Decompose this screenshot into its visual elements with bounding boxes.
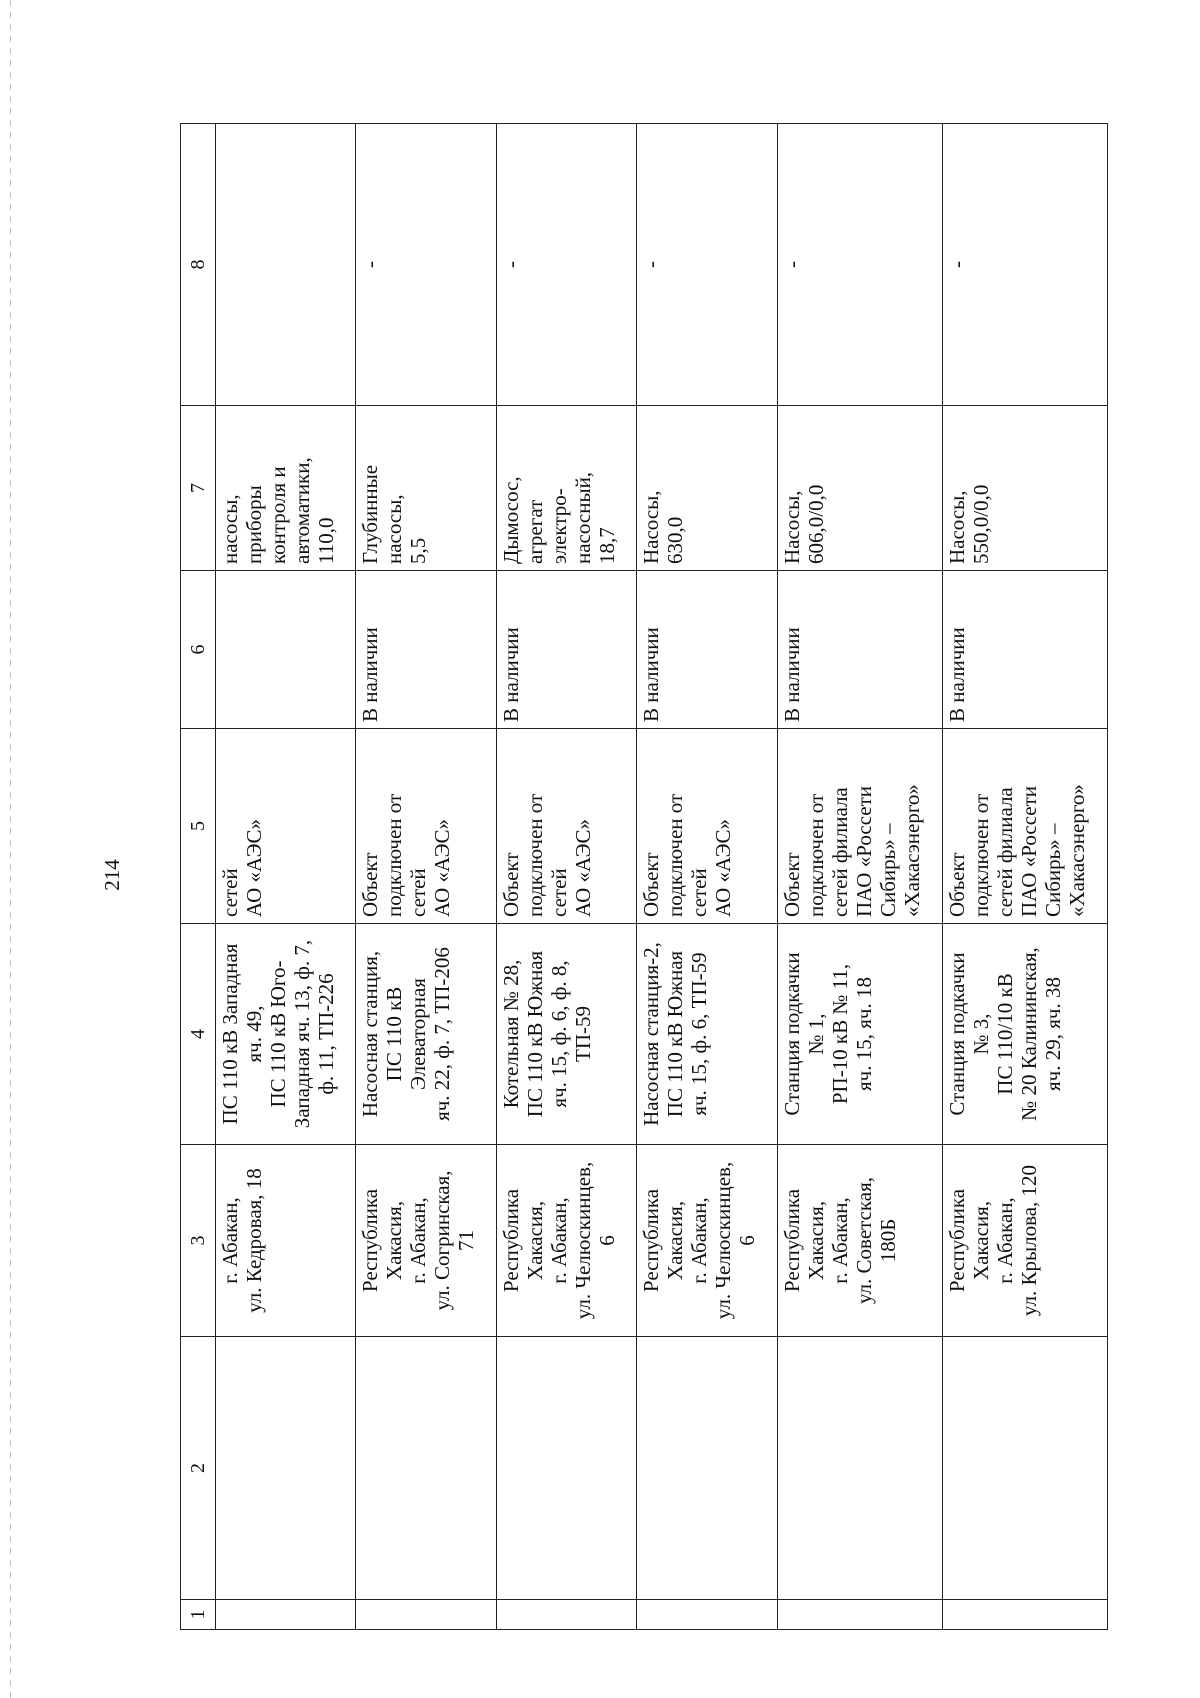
table-cell-c5: [636, 729, 778, 924]
table-cell-c2: [636, 1337, 778, 1600]
table-cell-c1: [943, 1600, 1108, 1630]
cell-line: 110,0: [314, 517, 339, 564]
table-cell-c3: [636, 1145, 778, 1337]
cell-line: г. Абакан,: [993, 1197, 1018, 1284]
column-header: 2: [181, 1337, 216, 1600]
column-header: 1: [181, 1600, 216, 1630]
cell-line: Сибирь» –: [1041, 823, 1066, 917]
table-cell-c3: [355, 1145, 497, 1337]
cell-line: АО «АЭС»: [242, 818, 267, 917]
cell-line: Объект: [945, 852, 970, 917]
cell-line: Хакасия,: [969, 1200, 994, 1281]
table-cell-c8: -: [636, 124, 778, 406]
cell-line: Насосы,: [638, 490, 663, 564]
cell-line: РП-10 кВ № 11,: [828, 963, 853, 1105]
table-cell-c6: [216, 571, 355, 729]
cell-line: ПАО «Россети: [852, 785, 877, 917]
table-cell-c4: [216, 924, 355, 1145]
table-cell-c8: -: [943, 124, 1108, 406]
table-row: [216, 124, 355, 1630]
cell-line: яч. 15, яч. 18: [852, 977, 877, 1091]
cell-line: Хакасия,: [804, 1200, 829, 1281]
column-header: 3: [181, 1145, 216, 1337]
cell-line: подключен от: [381, 793, 406, 917]
cell-line: контроля и: [266, 466, 291, 564]
cell-line: ул. Согринская,: [429, 1170, 454, 1311]
page-number: 214: [100, 859, 124, 891]
cell-line: 606,0/0,0: [804, 484, 829, 564]
cell-line: Насосы,: [780, 490, 805, 564]
cell-line: сетей филиала: [828, 787, 853, 917]
cell-line: сетей: [547, 868, 572, 917]
cell-line: В наличии: [780, 627, 805, 722]
table-cell-c3: [943, 1145, 1108, 1337]
table-cell-c1: [355, 1600, 497, 1630]
column-header: 6: [181, 571, 216, 729]
cell-line: г. Абакан,: [547, 1197, 572, 1284]
column-header: 7: [181, 406, 216, 571]
cell-line: яч. 29, яч. 38: [1041, 977, 1066, 1091]
cell-line: ф. 11, ТП-226: [314, 973, 339, 1095]
table-cell-c4: [636, 924, 778, 1145]
table-cell-c5: [216, 729, 355, 924]
cell-line: Элеваторная: [405, 978, 430, 1090]
cell-line: Республика: [499, 1188, 524, 1293]
cell-line: № 3,: [969, 1013, 994, 1055]
table-cell-c3: [497, 1145, 636, 1337]
cell-line: яч. 22, ф. 7, ТП-206: [429, 947, 454, 1121]
table-cell-c1: [216, 1600, 355, 1630]
table-cell-c5: [497, 729, 636, 924]
cell-line: Объект: [499, 852, 524, 917]
table-row: [943, 124, 1108, 1630]
table-cell-c7: [216, 406, 355, 571]
cell-line: яч. 49,: [242, 1005, 267, 1063]
cell-line: ул. Крылова, 120: [1017, 1164, 1042, 1317]
table-cell-c6: [778, 571, 943, 729]
cell-line: ПС 110 кВ Юго-: [266, 960, 291, 1108]
cell-line: Насосы,: [945, 490, 970, 564]
table-container: [180, 124, 1108, 1630]
table-cell-c2: [943, 1337, 1108, 1600]
table-cell-c6: [355, 571, 497, 729]
table-row: [355, 124, 497, 1630]
table-cell-c7: [778, 406, 943, 571]
column-header: 8: [181, 124, 216, 406]
cell-line: г. Абакан,: [405, 1197, 430, 1284]
cell-line: ПС 110 кВ Южная: [523, 950, 548, 1118]
cell-line: 6: [595, 1235, 620, 1246]
table-cell-c7: [355, 406, 497, 571]
cell-line: 630,0: [662, 516, 687, 564]
cell-line: электро-: [547, 488, 572, 564]
scan-edge-line: [10, 0, 11, 1698]
table-cell-c4: [778, 924, 943, 1145]
cell-line: насосы,: [381, 494, 406, 564]
cell-line: г. Абакан,: [828, 1197, 853, 1284]
cell-line: г. Абакан,: [686, 1197, 711, 1284]
cell-line: сетей: [686, 868, 711, 917]
table-cell-c8: -: [778, 124, 943, 406]
cell-line: 5,5: [405, 537, 430, 564]
cell-line: ул. Челюскинцев,: [710, 1161, 735, 1320]
cell-line: В наличии: [357, 627, 382, 722]
cell-line: АО «АЭС»: [710, 818, 735, 917]
column-header: 4: [181, 924, 216, 1145]
cell-line: ПС 110/10 кВ: [993, 973, 1018, 1095]
cell-line: Хакасия,: [523, 1200, 548, 1281]
cell-line: Станция подкачки: [780, 952, 805, 1116]
cell-line: ПС 110 кВ Южная: [662, 950, 687, 1118]
cell-line: Объект: [780, 852, 805, 917]
cell-line: Глубинные: [357, 464, 382, 564]
table-cell-c4: [943, 924, 1108, 1145]
table-cell-c7: [497, 406, 636, 571]
table-cell-c8: -: [355, 124, 497, 406]
cell-line: яч. 15, ф. 6, ТП-59: [686, 952, 711, 1116]
table-cell-c7: [943, 406, 1108, 571]
cell-line: 180Б: [876, 1218, 901, 1263]
cell-line: Хакасия,: [381, 1200, 406, 1281]
cell-line: № 20 Калининская,: [1017, 947, 1042, 1121]
table-cell-c4: [355, 924, 497, 1145]
cell-line: сетей филиала: [993, 787, 1018, 917]
cell-line: ПАО «Россети: [1017, 785, 1042, 917]
table-cell-c5: [355, 729, 497, 924]
cell-line: Насосная станция,: [357, 950, 382, 1118]
cell-line: «Хакасэнерго»: [1065, 784, 1090, 917]
cell-line: В наличии: [499, 627, 524, 722]
table-cell-c2: [497, 1337, 636, 1600]
cell-line: Республика: [780, 1188, 805, 1293]
table-cell-c2: [216, 1337, 355, 1600]
header-row: [181, 124, 216, 1630]
table-cell-c3: [216, 1145, 355, 1337]
cell-line: ул. Кедровая, 18: [242, 1168, 267, 1313]
cell-line: Хакасия,: [662, 1200, 687, 1281]
table-cell-c7: [636, 406, 778, 571]
cell-line: В наличии: [638, 627, 663, 722]
cell-line: Республика: [945, 1188, 970, 1293]
table-cell-c3: [778, 1145, 943, 1337]
cell-line: агрегат: [523, 499, 548, 564]
cell-line: Сибирь» –: [876, 823, 901, 917]
cell-line: Республика: [357, 1188, 382, 1293]
cell-line: АО «АЭС»: [571, 818, 596, 917]
cell-line: 18,7: [595, 527, 620, 564]
table-cell-c6: [497, 571, 636, 729]
cell-line: подключен от: [662, 793, 687, 917]
cell-line: Объект: [638, 852, 663, 917]
table-cell-c4: [497, 924, 636, 1145]
cell-line: сетей: [405, 868, 430, 917]
table-cell-c5: [778, 729, 943, 924]
cell-line: автоматики,: [290, 457, 315, 564]
table-cell-c6: [636, 571, 778, 729]
cell-line: подключен от: [804, 793, 829, 917]
cell-line: Котельная № 28,: [499, 959, 524, 1109]
cell-line: 71: [453, 1230, 478, 1251]
table-cell-c6: [943, 571, 1108, 729]
cell-line: Насосная станция-2,: [638, 942, 663, 1126]
cell-line: 550,0/0,0: [969, 484, 994, 564]
data-table: [180, 123, 1108, 1630]
cell-line: сетей: [218, 868, 243, 917]
table-cell-c2: [778, 1337, 943, 1600]
cell-line: ТП-59: [571, 1006, 596, 1062]
table-row: [497, 124, 636, 1630]
table-cell-c8: -: [497, 124, 636, 406]
cell-line: «Хакасэнерго»: [900, 784, 925, 917]
table-cell-c1: [636, 1600, 778, 1630]
cell-line: Западная яч. 13, ф. 7,: [290, 939, 315, 1129]
table-cell-c2: [355, 1337, 497, 1600]
cell-line: Республика: [638, 1188, 663, 1293]
cell-line: г. Абакан,: [218, 1197, 243, 1284]
column-header: 5: [181, 729, 216, 924]
table-cell-c5: [943, 729, 1108, 924]
cell-line: ПС 110 кВ: [381, 986, 406, 1082]
cell-line: 6: [734, 1235, 759, 1246]
cell-line: подключен от: [969, 793, 994, 917]
cell-line: подключен от: [523, 793, 548, 917]
cell-line: В наличии: [945, 627, 970, 722]
table-cell-c1: [778, 1600, 943, 1630]
cell-line: АО «АЭС»: [429, 818, 454, 917]
cell-line: Дымосос,: [499, 476, 524, 564]
table-row: [636, 124, 778, 1630]
rotated-table: [180, 124, 1108, 1630]
table-cell-c1: [497, 1600, 636, 1630]
cell-line: Объект: [357, 852, 382, 917]
cell-line: насосный,: [571, 471, 596, 564]
cell-line: Станция подкачки: [945, 952, 970, 1116]
cell-line: № 1,: [804, 1013, 829, 1055]
table-cell-c8: [216, 124, 355, 406]
cell-line: ПС 110 кВ Западная: [218, 943, 243, 1125]
cell-line: насосы,: [218, 494, 243, 564]
table-row: [778, 124, 943, 1630]
cell-line: ул. Челюскинцев,: [571, 1161, 596, 1320]
cell-line: приборы: [242, 485, 267, 564]
cell-line: ул. Советская,: [852, 1176, 877, 1305]
cell-line: яч. 15, ф. 6, ф. 8,: [547, 960, 572, 1108]
